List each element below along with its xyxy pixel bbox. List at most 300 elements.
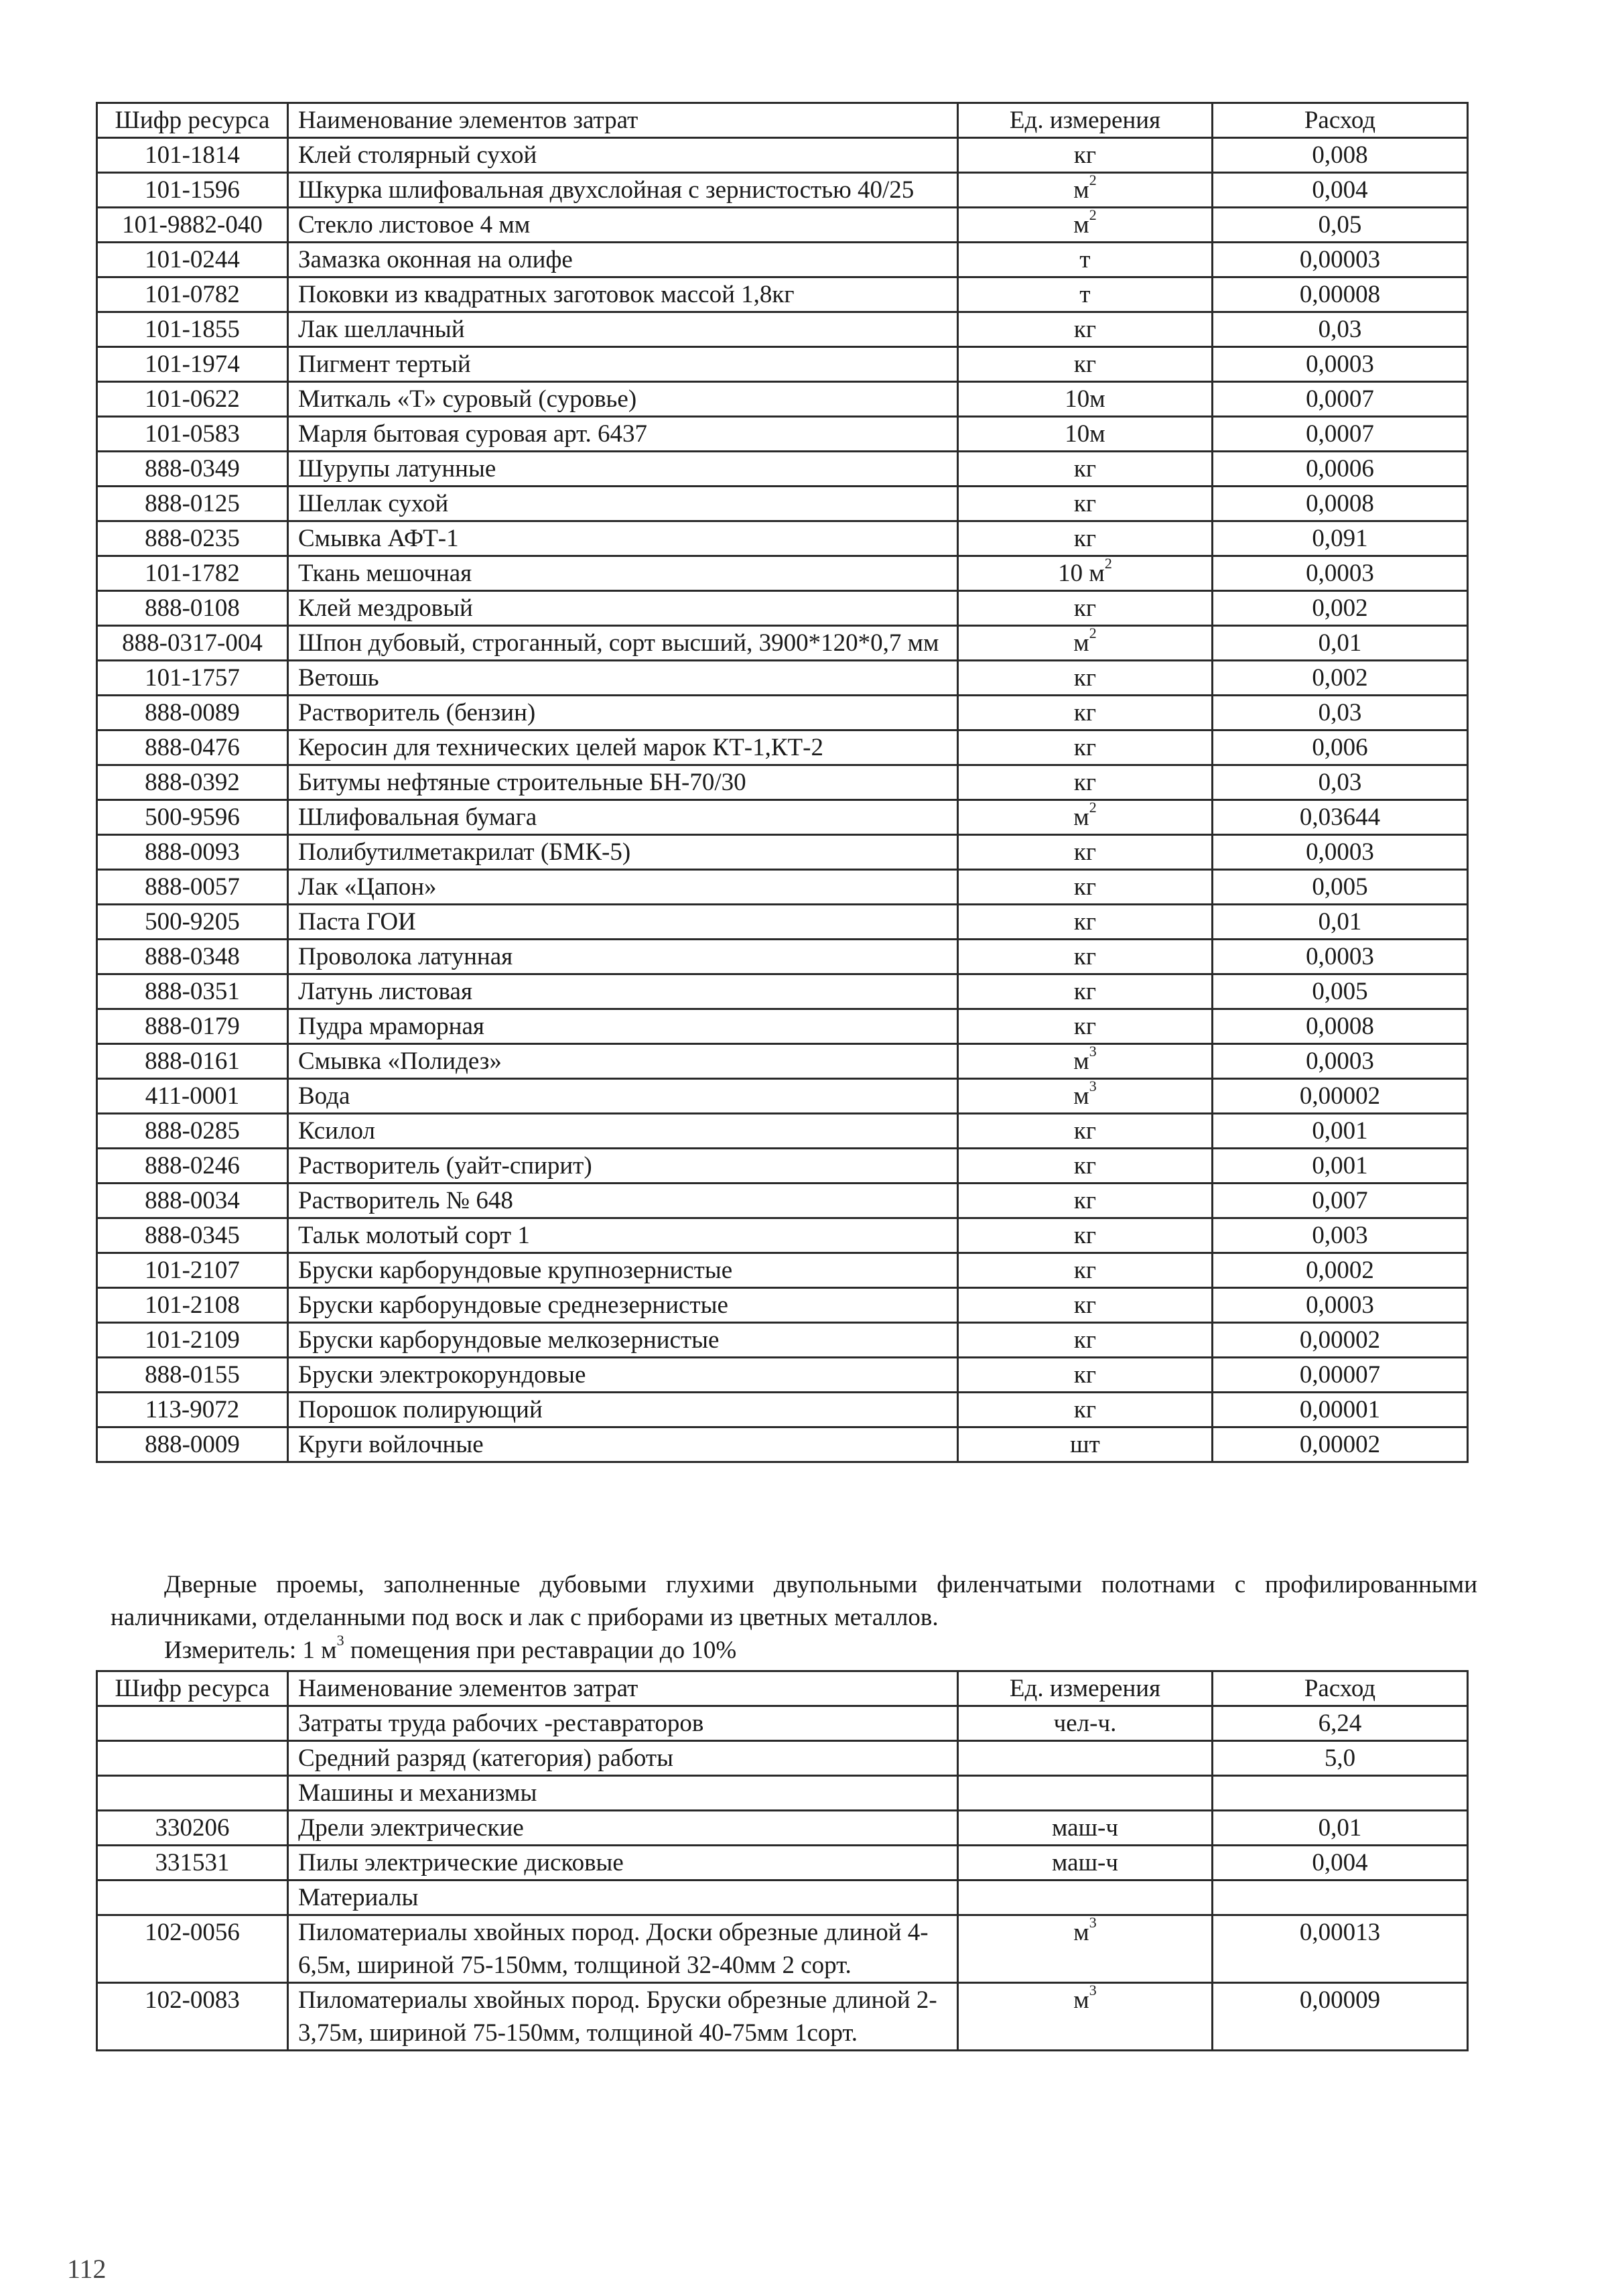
unit-of-measure <box>958 1149 1213 1184</box>
cost-element-name: Керосин для технических целей марок КТ-1,КТ-2 <box>288 730 958 765</box>
resource-code: 101-0244 <box>97 243 288 277</box>
cost-element-name: Пилы электрические дисковые <box>288 1846 958 1880</box>
unit-text: кг <box>1073 525 1097 552</box>
table-row <box>97 1811 1468 1846</box>
resource-code: 888-0093 <box>97 835 288 870</box>
unit-of-measure <box>958 1253 1213 1288</box>
cost-element-name: Бруски электрокорундовые <box>288 1358 958 1393</box>
cost-element-name: Замазка оконная на олифе <box>288 243 958 277</box>
unit-of-measure <box>958 521 1213 556</box>
unit-text: кг <box>1073 1291 1097 1319</box>
unit-of-measure <box>958 138 1213 173</box>
consumption-rate: 5,0 <box>1213 1741 1468 1776</box>
unit-text: кг <box>1073 769 1097 796</box>
consumption-rate: 0,05 <box>1213 208 1468 243</box>
unit-text: кг <box>1073 1222 1097 1249</box>
consumption-rate: 0,00013 <box>1213 1915 1468 1983</box>
unit-text: кг <box>1073 141 1097 169</box>
unit-superscript: 3 <box>1089 1982 1097 1998</box>
unit-of-measure <box>958 730 1213 765</box>
unit-text: кг <box>1073 734 1097 761</box>
measure-prefix: Измеритель: 1 м <box>164 1637 337 1664</box>
table-row <box>97 1149 1468 1184</box>
resource-code: 101-1814 <box>97 138 288 173</box>
cost-element-name: Дрели электрические <box>288 1811 958 1846</box>
table-header-row <box>97 1671 1468 1706</box>
consumption-rate <box>1213 1880 1468 1915</box>
resource-code: 888-0351 <box>97 974 288 1009</box>
header-rate: Расход <box>1213 103 1468 138</box>
table-row <box>97 905 1468 940</box>
resource-code: 101-1782 <box>97 556 288 591</box>
cost-element-name: Паста ГОИ <box>288 905 958 940</box>
consumption-rate: 0,0003 <box>1213 1044 1468 1079</box>
unit-text: кг <box>1073 455 1097 483</box>
table-row <box>97 208 1468 243</box>
consumption-rate: 0,0003 <box>1213 347 1468 382</box>
table-row <box>97 277 1468 312</box>
unit-of-measure <box>958 556 1213 591</box>
measure-suffix: помещения при реставрации до 10% <box>344 1637 737 1664</box>
unit-of-measure <box>958 1114 1213 1149</box>
header-unit: Ед. измерения <box>958 1671 1213 1706</box>
table-row <box>97 974 1468 1009</box>
header-code: Шифр ресурса <box>97 1671 288 1706</box>
table-row <box>97 556 1468 591</box>
unit-text: кг <box>1073 943 1097 970</box>
unit-of-measure <box>958 765 1213 800</box>
cost-element-name: Лак шеллачный <box>288 312 958 347</box>
unit-text: кг <box>1073 1117 1097 1145</box>
unit-of-measure <box>958 1880 1213 1915</box>
table-row <box>97 521 1468 556</box>
unit-of-measure <box>958 1776 1213 1811</box>
unit-of-measure <box>958 243 1213 277</box>
unit-of-measure <box>958 1358 1213 1393</box>
unit-of-measure <box>958 277 1213 312</box>
consumption-rate: 0,00002 <box>1213 1079 1468 1114</box>
cost-element-name: Клей столярный сухой <box>288 138 958 173</box>
table-row <box>97 417 1468 452</box>
unit-text: кг <box>1073 664 1097 692</box>
measure-line <box>164 1631 737 1667</box>
unit-of-measure <box>958 1288 1213 1323</box>
unit-text: м <box>1073 1082 1089 1110</box>
consumption-rate: 0,004 <box>1213 173 1468 208</box>
resource-code: 888-0089 <box>97 696 288 730</box>
unit-text: т <box>1079 281 1091 308</box>
consumption-rate: 0,00008 <box>1213 277 1468 312</box>
cost-element-name: Шпон дубовый, строганный, сорт высший, 3900*120*0,7 мм <box>288 626 958 661</box>
resource-code: 888-0057 <box>97 870 288 905</box>
table-row <box>97 1846 1468 1880</box>
unit-of-measure <box>958 452 1213 487</box>
consumption-rate: 0,004 <box>1213 1846 1468 1880</box>
table-row <box>97 696 1468 730</box>
consumption-rate: 0,091 <box>1213 521 1468 556</box>
resource-code <box>97 1741 288 1776</box>
table-row <box>97 1915 1468 1983</box>
unit-text: кг <box>1073 699 1097 726</box>
consumption-rate: 0,003 <box>1213 1218 1468 1253</box>
unit-of-measure <box>958 312 1213 347</box>
cost-element-name: Машины и механизмы <box>288 1776 958 1811</box>
resource-code: 888-0392 <box>97 765 288 800</box>
cost-element-name: Средний разряд (категория) работы <box>288 1741 958 1776</box>
page-number: 112 <box>67 2254 107 2284</box>
consumption-rate: 0,03 <box>1213 696 1468 730</box>
unit-text: кг <box>1073 1152 1097 1179</box>
table-row <box>97 591 1468 626</box>
resource-code: 102-0056 <box>97 1915 288 1983</box>
unit-text: кг <box>1073 1361 1097 1389</box>
resource-code: 888-0125 <box>97 487 288 521</box>
consumption-rate: 0,00002 <box>1213 1323 1468 1358</box>
cost-element-name: Латунь листовая <box>288 974 958 1009</box>
resource-code <box>97 1776 288 1811</box>
unit-text: кг <box>1073 1396 1097 1423</box>
consumption-rate: 0,0007 <box>1213 417 1468 452</box>
consumption-rate <box>1213 1776 1468 1811</box>
resource-code: 888-0317-004 <box>97 626 288 661</box>
consumption-rate: 0,0008 <box>1213 487 1468 521</box>
unit-of-measure <box>958 1009 1213 1044</box>
cost-element-name: Шурупы латунные <box>288 452 958 487</box>
cost-element-name: Растворитель № 648 <box>288 1184 958 1218</box>
cost-element-name: Пиломатериалы хвойных пород. Бруски обрезные длиной 2-3,75м, шириной 75-150мм, толщиной 40-75мм 1сорт. <box>288 1983 958 2051</box>
unit-of-measure <box>958 1323 1213 1358</box>
unit-text: кг <box>1073 594 1097 622</box>
unit-of-measure <box>958 696 1213 730</box>
cost-element-name: Смывка «Полидез» <box>288 1044 958 1079</box>
unit-text: шт <box>1070 1431 1100 1458</box>
table-row <box>97 1983 1468 2051</box>
header-code: Шифр ресурса <box>97 103 288 138</box>
consumption-rate: 0,00001 <box>1213 1393 1468 1427</box>
table-row <box>97 1079 1468 1114</box>
table-row <box>97 1741 1468 1776</box>
unit-of-measure <box>958 347 1213 382</box>
unit-text: кг <box>1073 1257 1097 1284</box>
table-body <box>97 1706 1468 2051</box>
resource-code: 888-0009 <box>97 1427 288 1462</box>
unit-text: кг <box>1073 908 1097 936</box>
cost-element-name: Клей мездровый <box>288 591 958 626</box>
resource-code: 101-2108 <box>97 1288 288 1323</box>
unit-of-measure <box>958 1983 1213 2051</box>
unit-text: кг <box>1073 978 1097 1005</box>
consumption-rate: 0,005 <box>1213 870 1468 905</box>
consumption-rate: 0,0006 <box>1213 452 1468 487</box>
unit-text: м <box>1073 1986 1089 2014</box>
cost-element-name: Бруски карборундовые крупнозернистые <box>288 1253 958 1288</box>
resource-code: 101-1757 <box>97 661 288 696</box>
consumption-rate: 0,0008 <box>1213 1009 1468 1044</box>
consumption-rate: 6,24 <box>1213 1706 1468 1741</box>
resource-code: 500-9596 <box>97 800 288 835</box>
consumption-rate: 0,001 <box>1213 1149 1468 1184</box>
consumption-rate: 0,001 <box>1213 1114 1468 1149</box>
resource-code: 888-0034 <box>97 1184 288 1218</box>
cost-element-name: Проволока латунная <box>288 940 958 974</box>
unit-text: кг <box>1073 316 1097 343</box>
table-row <box>97 1184 1468 1218</box>
resource-code: 102-0083 <box>97 1983 288 2051</box>
table-body <box>97 138 1468 1462</box>
resource-code: 500-9205 <box>97 905 288 940</box>
table-row <box>97 1323 1468 1358</box>
consumption-rate: 0,008 <box>1213 138 1468 173</box>
cost-element-name: Смывка АФТ-1 <box>288 521 958 556</box>
resource-code <box>97 1880 288 1915</box>
resource-code: 101-0782 <box>97 277 288 312</box>
table-row <box>97 626 1468 661</box>
unit-of-measure <box>958 1706 1213 1741</box>
resource-code: 331531 <box>97 1846 288 1880</box>
cost-element-name: Бруски карборундовые мелкозернистые <box>288 1323 958 1358</box>
unit-text: 10м <box>1065 385 1105 413</box>
measure-sup: 3 <box>336 1631 344 1649</box>
cost-element-name: Круги войлочные <box>288 1427 958 1462</box>
unit-text: т <box>1079 246 1091 273</box>
cost-element-name: Шлифовальная бумага <box>288 800 958 835</box>
unit-text: м <box>1073 211 1089 239</box>
table-row <box>97 870 1468 905</box>
unit-of-measure <box>958 800 1213 835</box>
cost-element-name: Тальк молотый сорт 1 <box>288 1218 958 1253</box>
consumption-rate: 0,00009 <box>1213 1983 1468 2051</box>
cost-element-name: Стекло листовое 4 мм <box>288 208 958 243</box>
consumption-rate: 0,007 <box>1213 1184 1468 1218</box>
cost-element-name: Поковки из квадратных заготовок массой 1,8кг <box>288 277 958 312</box>
consumption-rate: 0,0002 <box>1213 1253 1468 1288</box>
cost-element-name: Пудра мраморная <box>288 1009 958 1044</box>
table-row <box>97 138 1468 173</box>
unit-of-measure <box>958 1184 1213 1218</box>
table-row <box>97 173 1468 208</box>
cost-element-name: Пиломатериалы хвойных пород. Доски обрезные длиной 4-6,5м, шириной 75-150мм, толщиной 32-40мм 2 сорт. <box>288 1915 958 1983</box>
consumption-rate: 0,0003 <box>1213 1288 1468 1323</box>
resource-code: 888-0476 <box>97 730 288 765</box>
unit-text: кг <box>1073 490 1097 517</box>
resource-code: 101-1855 <box>97 312 288 347</box>
consumption-rate: 0,0003 <box>1213 835 1468 870</box>
resource-code: 888-0349 <box>97 452 288 487</box>
unit-superscript: 2 <box>1089 625 1097 641</box>
resource-code: 101-9882-040 <box>97 208 288 243</box>
table-row <box>97 765 1468 800</box>
unit-text: 10 м <box>1058 560 1105 587</box>
unit-of-measure <box>958 1427 1213 1462</box>
unit-text: м <box>1073 1919 1089 1946</box>
table-row <box>97 940 1468 974</box>
unit-of-measure <box>958 974 1213 1009</box>
resource-code: 888-0285 <box>97 1114 288 1149</box>
resource-code: 888-0348 <box>97 940 288 974</box>
table-row <box>97 1288 1468 1323</box>
table-row <box>97 1393 1468 1427</box>
resource-code <box>97 1706 288 1741</box>
unit-text: кг <box>1073 1326 1097 1354</box>
unit-of-measure <box>958 626 1213 661</box>
consumption-rate: 0,03644 <box>1213 800 1468 835</box>
resource-code: 101-0583 <box>97 417 288 452</box>
unit-of-measure <box>958 382 1213 417</box>
consumption-rate: 0,00002 <box>1213 1427 1468 1462</box>
cost-element-name: Материалы <box>288 1880 958 1915</box>
header-name: Наименование элементов затрат <box>288 1671 958 1706</box>
table-row <box>97 1044 1468 1079</box>
unit-of-measure <box>958 1811 1213 1846</box>
section-description: Дверные проемы, заполненные дубовыми глухими двупольными филенчатыми полотнами с профилированными наличниками, отделанными под воск и лак с приборами из цветных металлов. <box>111 1571 1477 1631</box>
cost-element-name: Затраты труда рабочих -реставраторов <box>288 1706 958 1741</box>
unit-of-measure <box>958 1044 1213 1079</box>
unit-text: кг <box>1073 838 1097 866</box>
resource-code: 888-0155 <box>97 1358 288 1393</box>
table-row <box>97 1880 1468 1915</box>
cost-element-name: Растворитель (бензин) <box>288 696 958 730</box>
resource-code: 411-0001 <box>97 1079 288 1114</box>
unit-of-measure <box>958 417 1213 452</box>
unit-superscript: 2 <box>1089 172 1097 188</box>
table-row <box>97 1776 1468 1811</box>
consumption-rate: 0,00003 <box>1213 243 1468 277</box>
consumption-rate: 0,01 <box>1213 1811 1468 1846</box>
table-row <box>97 1358 1468 1393</box>
resource-code: 101-0622 <box>97 382 288 417</box>
consumption-rate: 0,03 <box>1213 765 1468 800</box>
unit-text: м <box>1073 176 1089 204</box>
unit-text: кг <box>1073 873 1097 901</box>
cost-element-name: Шеллак сухой <box>288 487 958 521</box>
header-name: Наименование элементов затрат <box>288 103 958 138</box>
consumption-rate: 0,01 <box>1213 905 1468 940</box>
resource-code: 888-0108 <box>97 591 288 626</box>
table-row <box>97 661 1468 696</box>
cost-element-name: Ткань мешочная <box>288 556 958 591</box>
resource-code: 888-0345 <box>97 1218 288 1253</box>
unit-superscript: 2 <box>1089 207 1097 223</box>
unit-superscript: 3 <box>1089 1915 1097 1931</box>
table-row <box>97 312 1468 347</box>
unit-of-measure <box>958 1741 1213 1776</box>
unit-text: 10м <box>1065 420 1105 448</box>
consumption-rate: 0,0003 <box>1213 940 1468 974</box>
unit-of-measure <box>958 905 1213 940</box>
cost-element-name: Ксилол <box>288 1114 958 1149</box>
table-row <box>97 487 1468 521</box>
resource-code: 888-0235 <box>97 521 288 556</box>
unit-of-measure <box>958 870 1213 905</box>
unit-superscript: 3 <box>1089 1078 1097 1094</box>
unit-superscript: 2 <box>1104 556 1112 572</box>
unit-of-measure <box>958 1915 1213 1983</box>
consumption-rate: 0,00007 <box>1213 1358 1468 1393</box>
table-row <box>97 382 1468 417</box>
cost-element-name: Растворитель (уайт-спирит) <box>288 1149 958 1184</box>
consumption-rate: 0,0003 <box>1213 556 1468 591</box>
unit-of-measure <box>958 487 1213 521</box>
cost-element-name: Шкурка шлифовальная двухслойная с зернистостью 40/25 <box>288 173 958 208</box>
table-row <box>97 1706 1468 1741</box>
unit-text: кг <box>1073 1187 1097 1214</box>
cost-element-name: Миткаль «Т» суровый (суровье) <box>288 382 958 417</box>
resource-code: 101-1596 <box>97 173 288 208</box>
cost-element-name: Лак «Цапон» <box>288 870 958 905</box>
unit-of-measure <box>958 591 1213 626</box>
unit-of-measure <box>958 661 1213 696</box>
unit-of-measure <box>958 1393 1213 1427</box>
cost-element-name: Полибутилметакрилат (БМК-5) <box>288 835 958 870</box>
unit-of-measure <box>958 208 1213 243</box>
resource-code: 888-0246 <box>97 1149 288 1184</box>
resource-code: 113-9072 <box>97 1393 288 1427</box>
unit-text: кг <box>1073 1013 1097 1040</box>
materials-table-1 <box>96 102 1469 1463</box>
table-row <box>97 730 1468 765</box>
consumption-rate: 0,0007 <box>1213 382 1468 417</box>
cost-element-name: Марля бытовая суровая арт. 6437 <box>288 417 958 452</box>
table-row <box>97 347 1468 382</box>
table-row <box>97 452 1468 487</box>
unit-text: м <box>1073 804 1089 831</box>
materials-table-2 <box>96 1670 1469 2051</box>
unit-superscript: 3 <box>1089 1043 1097 1060</box>
table-row <box>97 1427 1468 1462</box>
header-rate: Расход <box>1213 1671 1468 1706</box>
unit-of-measure <box>958 1218 1213 1253</box>
cost-element-name: Битумы нефтяные строительные БН-70/30 <box>288 765 958 800</box>
unit-of-measure <box>958 835 1213 870</box>
table-header-row <box>97 103 1468 138</box>
unit-superscript: 2 <box>1089 800 1097 816</box>
unit-text: м <box>1073 1047 1089 1075</box>
resource-code: 330206 <box>97 1811 288 1846</box>
unit-of-measure <box>958 1079 1213 1114</box>
table-row <box>97 1009 1468 1044</box>
resource-code: 101-2107 <box>97 1253 288 1288</box>
table-row <box>97 1218 1468 1253</box>
resource-code: 888-0161 <box>97 1044 288 1079</box>
unit-text: чел-ч. <box>1053 1710 1117 1737</box>
table-row <box>97 1253 1468 1288</box>
table-row <box>97 1114 1468 1149</box>
cost-element-name: Порошок полирующий <box>288 1393 958 1427</box>
unit-text: м <box>1073 629 1089 657</box>
table-row <box>97 800 1468 835</box>
table-row <box>97 243 1468 277</box>
consumption-rate: 0,006 <box>1213 730 1468 765</box>
consumption-rate: 0,01 <box>1213 626 1468 661</box>
unit-text: маш-ч <box>1051 1849 1118 1876</box>
consumption-rate: 0,005 <box>1213 974 1468 1009</box>
resource-code: 888-0179 <box>97 1009 288 1044</box>
consumption-rate: 0,002 <box>1213 661 1468 696</box>
cost-element-name: Пигмент тертый <box>288 347 958 382</box>
consumption-rate: 0,002 <box>1213 591 1468 626</box>
cost-element-name: Вода <box>288 1079 958 1114</box>
cost-element-name: Ветошь <box>288 661 958 696</box>
unit-text: маш-ч <box>1051 1814 1118 1842</box>
unit-of-measure <box>958 1846 1213 1880</box>
resource-code: 101-2109 <box>97 1323 288 1358</box>
consumption-rate: 0,03 <box>1213 312 1468 347</box>
unit-text: кг <box>1073 350 1097 378</box>
cost-element-name: Бруски карборундовые среднезернистые <box>288 1288 958 1323</box>
header-unit: Ед. измерения <box>958 103 1213 138</box>
table-row <box>97 835 1468 870</box>
resource-code: 101-1974 <box>97 347 288 382</box>
